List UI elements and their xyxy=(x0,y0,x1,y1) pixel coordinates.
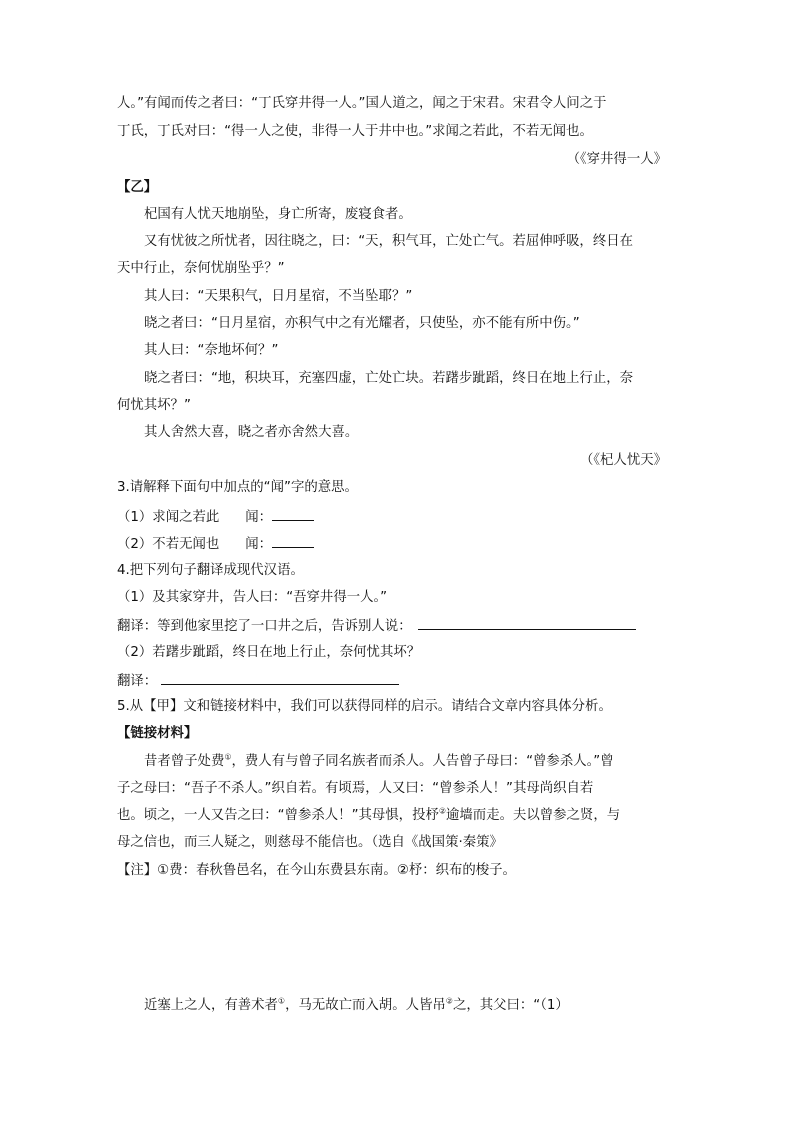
yi-paragraph-4: 晓之者曰：“日月星宿，亦积气中之有光耀者，只使坠，亦不能有所中伤。” xyxy=(144,316,580,331)
jia-text-line-2: 丁氏，丁氏对曰：“得一人之使，非得一人于井中也。”求闻之若此，不若无闻也。 xyxy=(117,124,593,139)
yi-paragraph-5: 其人曰：“奈地坏何？” xyxy=(144,343,279,358)
linked-material-notes: 【注】①费：春秋鲁邑名，在今山东费县东南。②杼：织布的梭子。 xyxy=(117,863,516,878)
next-passage-text-c: 之，其父曰：“（1） xyxy=(452,998,569,1013)
linked-material-line-2: 子之母曰：“吾子不杀人。”织自若。有顷焉，人又曰：“曾参杀人！”其母尚织自若 xyxy=(117,781,594,796)
question-4-answer-1-text: 翻译：等到他家里挖了一口井之后，告诉别人说： xyxy=(117,619,412,634)
answer-blank[interactable] xyxy=(418,615,636,630)
linked-material-line-1-a: 昔者曾子处费 xyxy=(144,754,225,769)
question-3-item-2 xyxy=(117,533,677,555)
question-3-item-2-label: 闻： xyxy=(245,537,273,552)
linked-material-line-1-b: ，费人有与曾子同名族者而杀人。人告曾子母曰：“曾参杀人。”曾 xyxy=(231,754,614,769)
footnote-marker-2: ② xyxy=(438,806,447,816)
next-passage-text-b: ，马无故亡而入胡。人皆吊 xyxy=(285,998,446,1013)
yi-paragraph-2-line-1: 又有忧彼之所忧者，因往晓之，曰：“天，积气耳，亡处亡气。若屈伸呼吸，终日在 xyxy=(144,234,633,249)
linked-material-heading: 【链接材料】 xyxy=(117,726,198,741)
question-3-title: 3.请解释下面句中加点的“闻”字的意思。 xyxy=(117,480,358,495)
linked-material-line-3-a: 也。顷之，一人又告之曰：“曾参杀人！”其母惧，投杼 xyxy=(117,808,439,823)
answer-blank[interactable] xyxy=(161,670,399,685)
linked-material-line-3-b: 逾墙而走。夫以曾参之贤，与 xyxy=(446,808,621,823)
question-5-title: 5.从【甲】文和链接材料中，我们可以获得同样的启示。请结合文章内容具体分析。 xyxy=(117,699,612,714)
question-3-item-1-text: （1）求闻之若此 xyxy=(117,510,220,525)
yi-heading: 【乙】 xyxy=(117,180,158,195)
question-4-answer-1 xyxy=(117,615,677,637)
answer-blank[interactable] xyxy=(272,533,314,548)
yi-paragraph-2-line-2: 天中行止，奈何忧崩坠乎？” xyxy=(117,261,285,276)
yi-source: （《杞人忧天》 xyxy=(579,453,667,468)
next-passage-first-line xyxy=(144,996,704,1016)
jia-source: （《穿井得一人》 xyxy=(566,152,667,167)
yi-paragraph-7: 其人舍然大喜，晓之者亦舍然大喜。 xyxy=(144,425,359,440)
answer-blank[interactable] xyxy=(272,506,314,521)
question-3-item-2-text: （2）不若无闻也 xyxy=(117,537,220,552)
yi-paragraph-6-line-2: 何忧其坏？” xyxy=(117,398,191,413)
question-4-answer-2-label: 翻译： xyxy=(117,674,158,689)
yi-paragraph-1: 杞国有人忧天地崩坠，身亡所寄，废寝食者。 xyxy=(144,207,412,222)
footnote-marker-2: ② xyxy=(445,996,453,1006)
question-4-title: 4.把下列句子翻译成现代汉语。 xyxy=(117,563,304,578)
footnote-marker-1: ① xyxy=(224,752,232,762)
question-4-item-1: （1）及其家穿井，告人曰：“吾穿井得一人。” xyxy=(117,590,388,605)
question-4-item-2: （2）若躇步跐蹈，终日在地上行止，奈何忧其坏？ xyxy=(117,645,421,660)
linked-material-line-3 xyxy=(117,806,677,826)
jia-text-line-1: 人。”有闻而传之者曰：“丁氏穿井得一人。”国人道之，闻之于宋君。宋君令人问之于 xyxy=(117,96,607,111)
question-4-answer-2 xyxy=(117,670,677,692)
linked-material-line-4: 母之信也，而三人疑之，则慈母不能信也。（选自《战国策·秦策》 xyxy=(117,835,503,850)
question-3-item-1-label: 闻： xyxy=(245,510,273,525)
linked-material-line-1 xyxy=(144,752,704,772)
yi-paragraph-6-line-1: 晓之者曰：“地，积块耳，充塞四虚，亡处亡块。若躇步跐蹈，终日在地上行止，奈 xyxy=(144,371,633,386)
footnote-marker-1: ① xyxy=(277,996,286,1006)
yi-paragraph-3: 其人曰：“天果积气，日月星宿，不当坠耶？” xyxy=(144,289,413,304)
next-passage-text-a: 近塞上之人，有善术者 xyxy=(144,998,278,1013)
question-3-item-1 xyxy=(117,506,677,528)
